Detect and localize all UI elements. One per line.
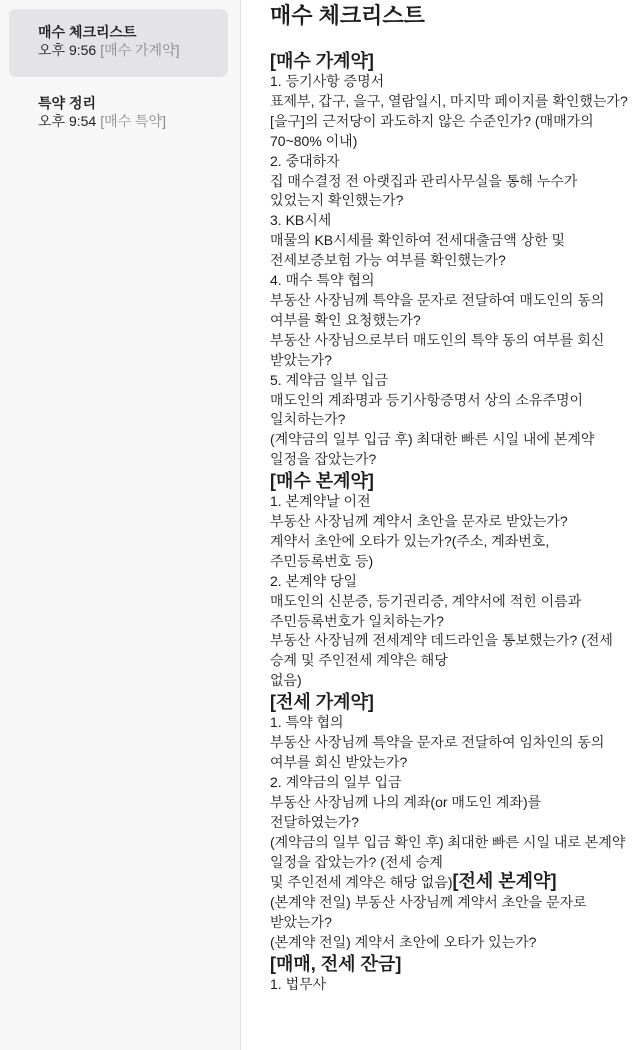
- note-line[interactable]: [을구]의 근저당이 과도하지 않은 수준인가? (매매가의 70~80% 이내): [270, 112, 594, 149]
- section-heading-inline: [전세 본계약]: [452, 871, 557, 892]
- note-list-item-title: 특약 정리: [38, 95, 96, 111]
- note-line[interactable]: 2. 계약금의 일부 입금: [270, 773, 402, 790]
- section-heading[interactable]: [매수 본계약]: [270, 471, 374, 492]
- note-line[interactable]: 매물의 KB시세를 확인하여 전세대출금액 상한 및 전세보증보험 가능 여부를 확인했는가?: [270, 232, 566, 269]
- section-heading[interactable]: [매수 가계약]: [270, 51, 374, 71]
- note-line[interactable]: 부동산 사장님께 나의 계좌(or 매도인 계좌)를 전달하였는가?: [270, 793, 542, 830]
- note-line[interactable]: 부동산 사장님께 전세계약 데드라인을 통보했는가? (전세 승계 및 주인전세 계약은 해당: [270, 632, 613, 669]
- note-line[interactable]: 부동산 사장님으로부터 매도인의 특약 동의 여부를 회신 받았는가?: [270, 331, 605, 368]
- note-line-text: 및 주인전세 계약은 해당 없음): [270, 874, 453, 891]
- note-list-item[interactable]: [9, 80, 228, 148]
- note-line[interactable]: 3. KB시세: [270, 212, 332, 229]
- note-line[interactable]: 1. 법무사: [270, 976, 327, 993]
- note-list-item-time: 오후 9:54: [38, 113, 97, 129]
- note-line[interactable]: 1. 등기사항 증명서: [270, 73, 385, 89]
- note-line[interactable]: 4. 매수 특약 협의: [270, 272, 375, 289]
- note-line[interactable]: 매도인의 신분증, 등기권리증, 계약서에 적힌 이름과 주민등록번호가 일치하는가?: [270, 592, 582, 629]
- note-line-with-inline-heading[interactable]: [270, 872, 628, 893]
- note-title[interactable]: 매수 체크리스트: [270, 3, 425, 28]
- note-line[interactable]: (계약금의 일부 입금 후) 최대한 빠른 시일 내에 본계약 일정을 잡았는가?: [270, 431, 595, 468]
- note-line[interactable]: 계약서 초안에 오타가 있는가?(주소, 계좌번호, 주민등록번호 등): [270, 532, 550, 569]
- note-line[interactable]: 1. 특약 협의: [270, 714, 344, 731]
- note-line[interactable]: (본계약 전일) 부동산 사장님께 계약서 초안을 문자로 받았는가?: [270, 894, 587, 931]
- note-list-sidebar: [0, 0, 241, 1050]
- note-line[interactable]: (본계약 전일) 계약서 초안에 오타가 있는가?: [270, 934, 537, 951]
- note-editor[interactable]: [270, 0, 628, 1050]
- note-line[interactable]: 2. 본계약 당일: [270, 572, 358, 589]
- note-line[interactable]: 부동산 사장님께 계약서 초안을 문자로 받았는가?: [270, 513, 568, 530]
- section-heading[interactable]: [전세 가계약]: [270, 692, 374, 713]
- note-line[interactable]: 1. 본계약날 이전: [270, 493, 371, 510]
- note-list-item-meta: [38, 41, 228, 59]
- note-list-item-time: 오후 9:56: [38, 42, 97, 58]
- note-list-item-selected[interactable]: [9, 9, 228, 77]
- note-list-item-preview: [매수 특약]: [100, 113, 166, 129]
- note-list-item-meta: [38, 112, 228, 130]
- note-list-item-preview: [매수 가계약]: [100, 42, 180, 58]
- note-line[interactable]: (계약금의 일부 입금 확인 후) 최대한 빠른 시일 내로 본계약 일정을 잡았는가? (전세 승계: [270, 833, 626, 870]
- note-line[interactable]: 매도인의 계좌명과 등기사항증명서 상의 소유주명이 일치하는가?: [270, 391, 584, 428]
- note-line[interactable]: 집 매수결정 전 아랫집과 관리사무실을 통해 누수가 있었는지 확인했는가?: [270, 172, 578, 209]
- note-line[interactable]: 부동산 사장님께 특약을 문자로 전달하여 매도인의 동의 여부를 확인 요청했는가?: [270, 291, 605, 328]
- note-line[interactable]: 표제부, 갑구, 을구, 열람일시, 마지막 페이지를 확인했는가?: [270, 92, 628, 109]
- note-list-item-title: 매수 체크리스트: [38, 24, 137, 40]
- section-heading[interactable]: [매매, 전세 잔금]: [270, 954, 402, 975]
- note-line[interactable]: 2. 중대하자: [270, 152, 340, 169]
- note-line[interactable]: 5. 계약금 일부 입금: [270, 371, 389, 388]
- note-line[interactable]: 부동산 사장님께 특약을 문자로 전달하여 임차인의 동의 여부를 회신 받았는가?: [270, 734, 605, 770]
- note-line[interactable]: 없음): [270, 672, 302, 689]
